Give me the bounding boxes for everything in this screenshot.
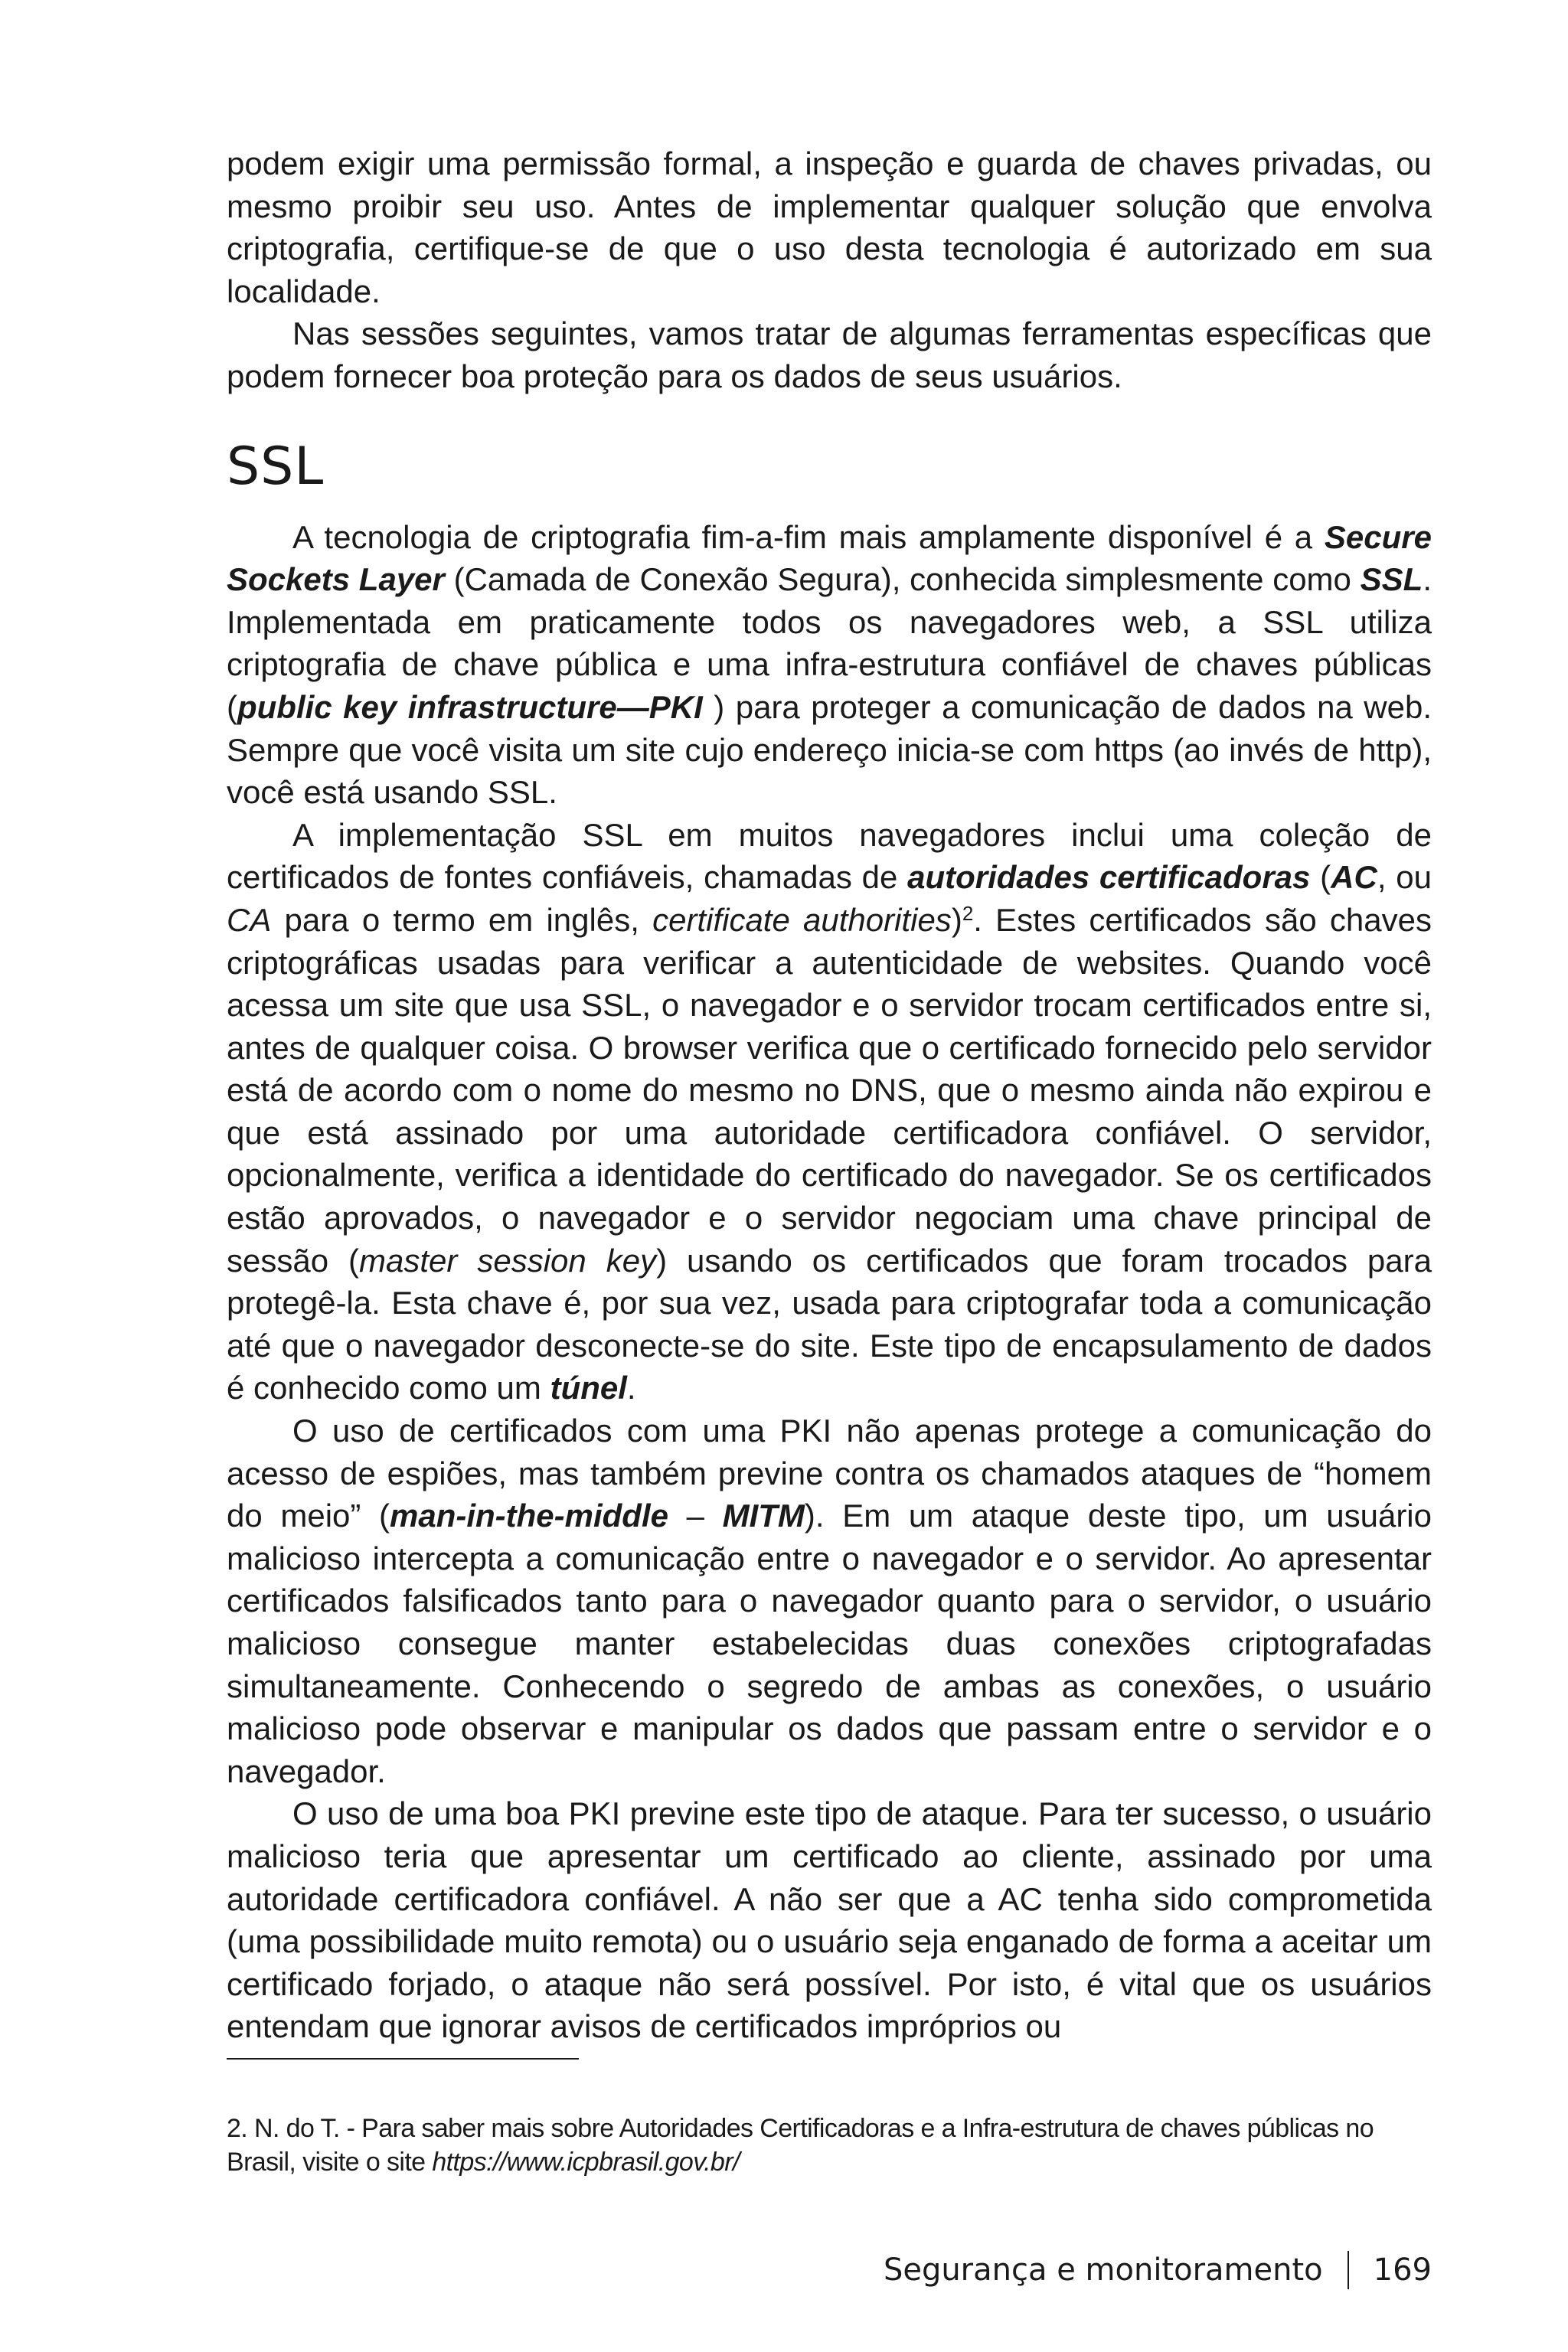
text-run: , ou (1377, 859, 1432, 896)
text-run: ) para proteger a comunicação de dados na web. Sempre que você visita um site cujo endereço inicia-se com https (ao invés de http), você está usando SSL. (227, 688, 1432, 811)
term-secure-sockets-layer: Secure Sockets Layer (227, 518, 1432, 598)
page-content (227, 142, 1432, 2048)
text-run: . (626, 1370, 636, 1406)
text-run: para o termo em inglês, (271, 901, 653, 938)
footnote-url: https://www.icpbrasil.gov.br/ (432, 2148, 740, 2177)
text-run: (Camada de Conexão Segura), conhecida simplesmente como (444, 561, 1361, 598)
term-pki: public key infrastructure—PKI (237, 688, 703, 725)
text-run: O uso de certificados com uma PKI não apenas protege a comunicação do acesso de espiões, mas também previne contra os chamados ataques de “homem do meio” ( (227, 1413, 1432, 1534)
term-ac: AC (1331, 859, 1377, 896)
paragraph-ssl-mitm (227, 1410, 1432, 1792)
text-run: ) (951, 901, 962, 938)
text-run: ( (1310, 859, 1331, 896)
paragraph-ssl-certificates (227, 814, 1432, 1410)
text-run: ) usando os certificados que foram trocados para protegê-la. Esta chave é, por sua vez, usada para criptografar toda a comunicação até que o navegador desconecte-se do site. Este tipo de encapsulamento de dados é conhecido como um (227, 1242, 1432, 1406)
paragraph-sessions: Nas sessões seguintes, vamos tratar de algumas ferramentas específicas que podem fornecer boa proteção para os dados de seus usuários. (227, 315, 1432, 394)
term-ssl: SSL (1360, 561, 1423, 598)
chapter-title: Segurança e monitoramento (883, 2252, 1323, 2288)
text-run: . Estes certificados são chaves criptográficas usadas para verificar a autenticidade de websites. Quando você acessa um site que usa SSL, o navegador e o servidor trocam certificados entre si, antes de qualquer coisa. O browser verifica que o certificado fornecido pelo servidor está de acordo com o nome do mesmo no DNS, que o mesmo ainda não expirou e que está assinado por uma autoridade certificadora confiável. O servidor, opcionalmente, verifica a identidade do certificado do navegador. Se os certificados estão aprovados, o navegador e o servidor negociam uma chave principal de sessão ( (227, 901, 1432, 1279)
paragraph-ssl-pki: O uso de uma boa PKI previne este tipo de ataque. Para ter sucesso, o usuário malicioso teria que apresentar um certificado ao cliente, assinado por uma autoridade certificadora confiável. A não ser que a AC tenha sido comprometida (uma possibilidade muito remota) ou o usuário seja enganado de forma a aceitar um certificado forjado, o ataque não será possível. Por isto, é vital que os usuários entendam que ignorar avisos de certificados impróprios ou (227, 1795, 1432, 2045)
section-heading-ssl: SSL (227, 436, 325, 497)
term-autoridades-certificadoras: autoridades certificadoras (907, 859, 1311, 896)
paragraph-ssl-intro (227, 516, 1432, 814)
term-mitm: MITM (722, 1498, 805, 1534)
text-run: ). Em um ataque deste tipo, um usuário malicioso intercepta a comunicação entre o navegador e o servidor. Ao apresentar certificados falsificados tanto para o navegador quanto para o servidor, o usuário malicioso consegue manter estabelecidas duas conexões criptografadas simultaneamente. Conhecendo o segredo de ambas as conexões, o usuário malicioso pode observar e manipular os dados que passam entre o servidor e o navegador. (227, 1498, 1432, 1789)
page-number: 169 (1373, 2252, 1432, 2288)
footnote (227, 2112, 1436, 2179)
paragraph-intro: podem exigir uma permissão formal, a inspeção e guarda de chaves privadas, ou mesmo proibir seu uso. Antes de implementar qualquer solução que envolva criptografia, certifique-se de que o uso desta tecnologia é autorizado em sua localidade. (227, 145, 1432, 309)
text-run: . Implementada em praticamente todos os navegadores web, a SSL utiliza criptografia de chave pública e uma infra-estrutura confiável de chaves públicas ( (227, 561, 1432, 725)
term-tunel: túnel (550, 1370, 627, 1406)
page-footer (884, 2251, 1432, 2289)
term-certificate-authorities: certificate authorities (652, 901, 952, 938)
footnote-reference: 2 (962, 901, 974, 925)
term-man-in-the-middle: man-in-the-middle (389, 1498, 668, 1534)
term-ca: CA (227, 901, 272, 938)
text-run: A implementação SSL em muitos navegadores inclui uma coleção de certificados de fontes confiáveis, chamadas de (227, 816, 1432, 896)
text-run: – (668, 1498, 723, 1534)
footnote-divider (227, 2058, 579, 2060)
term-master-session-key: master session key (359, 1242, 657, 1279)
footer-separator (1348, 2251, 1349, 2289)
footnote-text: 2. N. do T. - Para saber mais sobre Autoridades Certificadoras e a Infra-estrutura de chaves públicas no Brasil, visite o site (227, 2114, 1374, 2177)
text-run: A tecnologia de criptografia fim-a-fim mais amplamente disponível é a (292, 518, 1325, 555)
